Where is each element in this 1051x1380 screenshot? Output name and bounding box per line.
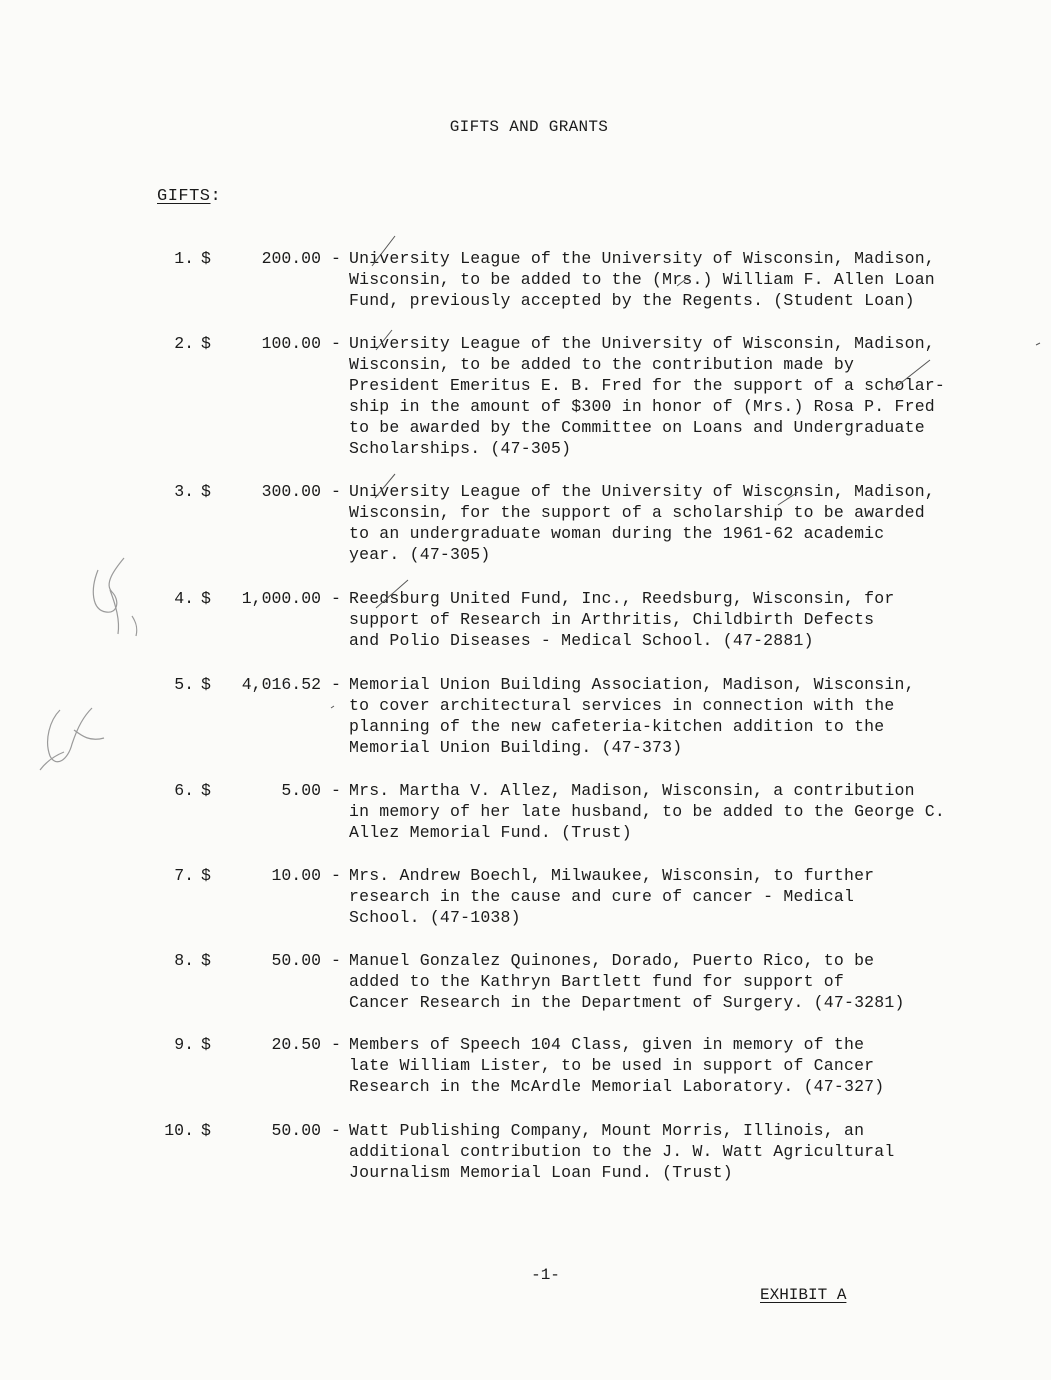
section-heading-label: GIFTS xyxy=(157,187,211,206)
gift-dash: - xyxy=(331,589,341,608)
gift-dash: - xyxy=(331,249,341,268)
gift-dash: - xyxy=(331,951,341,970)
exhibit-label: EXHIBIT A xyxy=(760,1286,847,1304)
dollar-sign: $ xyxy=(201,675,211,694)
gift-amount: 10.00 xyxy=(271,866,321,885)
gift-amount: 200.00 xyxy=(261,249,321,268)
gift-dash: - xyxy=(331,781,341,800)
gift-amount: 50.00 xyxy=(271,951,321,970)
dollar-sign: $ xyxy=(201,334,211,353)
gift-amount: 300.00 xyxy=(261,482,321,501)
gift-number: 4. xyxy=(174,589,194,608)
gift-number: 9. xyxy=(174,1035,194,1054)
page-title: GIFTS AND GRANTS xyxy=(449,118,609,136)
dollar-sign: $ xyxy=(201,1035,211,1054)
gift-dash: - xyxy=(331,334,341,353)
gift-description: Members of Speech 104 Class, given in memory of the late William Lister, to be used in support of Cancer Research in the McArdle Memorial Laboratory. (47-327) xyxy=(349,1035,885,1096)
gift-dash: - xyxy=(331,482,341,501)
gift-description: University League of the University of Wisconsin, Madison, Wisconsin, to be added to the (Mrs.) William F. Allen Loan Fund, previously accepted by the Regents. (Student Loan) xyxy=(349,249,935,310)
gift-description: Manuel Gonzalez Quinones, Dorado, Puerto Rico, to be added to the Kathryn Bartlett fund for support of Cancer Research in the Department of Surgery. (47-3281) xyxy=(349,951,905,1012)
gift-dash: - xyxy=(331,675,341,694)
gift-description: University League of the University of Wisconsin, Madison, Wisconsin, for the support of a scholarship to be awarded to an undergraduate woman during the 1961-62 academic year. (47-305) xyxy=(349,482,935,564)
dollar-sign: $ xyxy=(201,1121,211,1140)
gift-dash: - xyxy=(331,1121,341,1140)
gift-amount: 1,000.00 xyxy=(241,589,321,608)
gift-number: 8. xyxy=(174,951,194,970)
dollar-sign: $ xyxy=(201,589,211,608)
gift-description: Reedsburg United Fund, Inc., Reedsburg, Wisconsin, for support of Research in Arthritis, Childbirth Defects and Polio Diseases - Medical School. (47-2881) xyxy=(349,589,895,650)
gift-dash: - xyxy=(331,866,341,885)
gift-number: 3. xyxy=(174,482,194,501)
gift-amount: 100.00 xyxy=(261,334,321,353)
gift-amount: 4,016.52 xyxy=(241,675,321,694)
section-heading-gifts xyxy=(157,187,221,206)
dollar-sign: $ xyxy=(201,781,211,800)
gift-amount: 50.00 xyxy=(271,1121,321,1140)
gift-description: Mrs. Martha V. Allez, Madison, Wisconsin, a contribution in memory of her late husband, to be added to the George C. Allez Memorial Fund. (Trust) xyxy=(349,781,945,842)
gift-description: Mrs. Andrew Boechl, Milwaukee, Wisconsin, to further research in the cause and cure of cancer - Medical School. (47-1038) xyxy=(349,866,875,927)
gift-description: University League of the University of Wisconsin, Madison, Wisconsin, to be added to the contribution made by President Emeritus E. B. Fred for the support of a scholar- ship in the amount of $300 in honor of (Mrs.) Rosa P. Fred to be awarded by the Committee on Loans and Undergraduate Scholarships. (47-305) xyxy=(349,334,945,458)
gift-description: Memorial Union Building Association, Madison, Wisconsin, to cover architectural services in connection with the planning of the new cafeteria-kitchen addition to the Memorial Union Building. (47-373) xyxy=(349,675,915,757)
gift-description: Watt Publishing Company, Mount Morris, Illinois, an additional contribution to the J. W. Watt Agricultural Journalism Memorial Loan Fund. (Trust) xyxy=(349,1121,895,1182)
gift-dash: - xyxy=(331,1035,341,1054)
dollar-sign: $ xyxy=(201,482,211,501)
margin-scribble xyxy=(20,530,160,790)
dollar-sign: $ xyxy=(201,951,211,970)
gift-number: 2. xyxy=(174,334,194,353)
page-number: -1- xyxy=(531,1266,560,1284)
gift-amount: 5.00 xyxy=(281,781,321,800)
gift-number: 6. xyxy=(174,781,194,800)
gift-number: 10. xyxy=(164,1121,194,1140)
dollar-sign: $ xyxy=(201,249,211,268)
gift-number: 5. xyxy=(174,675,194,694)
gift-number: 1. xyxy=(174,249,194,268)
gift-amount: 20.50 xyxy=(271,1035,321,1054)
dollar-sign: $ xyxy=(201,866,211,885)
gift-number: 7. xyxy=(174,866,194,885)
section-heading-colon: : xyxy=(210,187,222,206)
